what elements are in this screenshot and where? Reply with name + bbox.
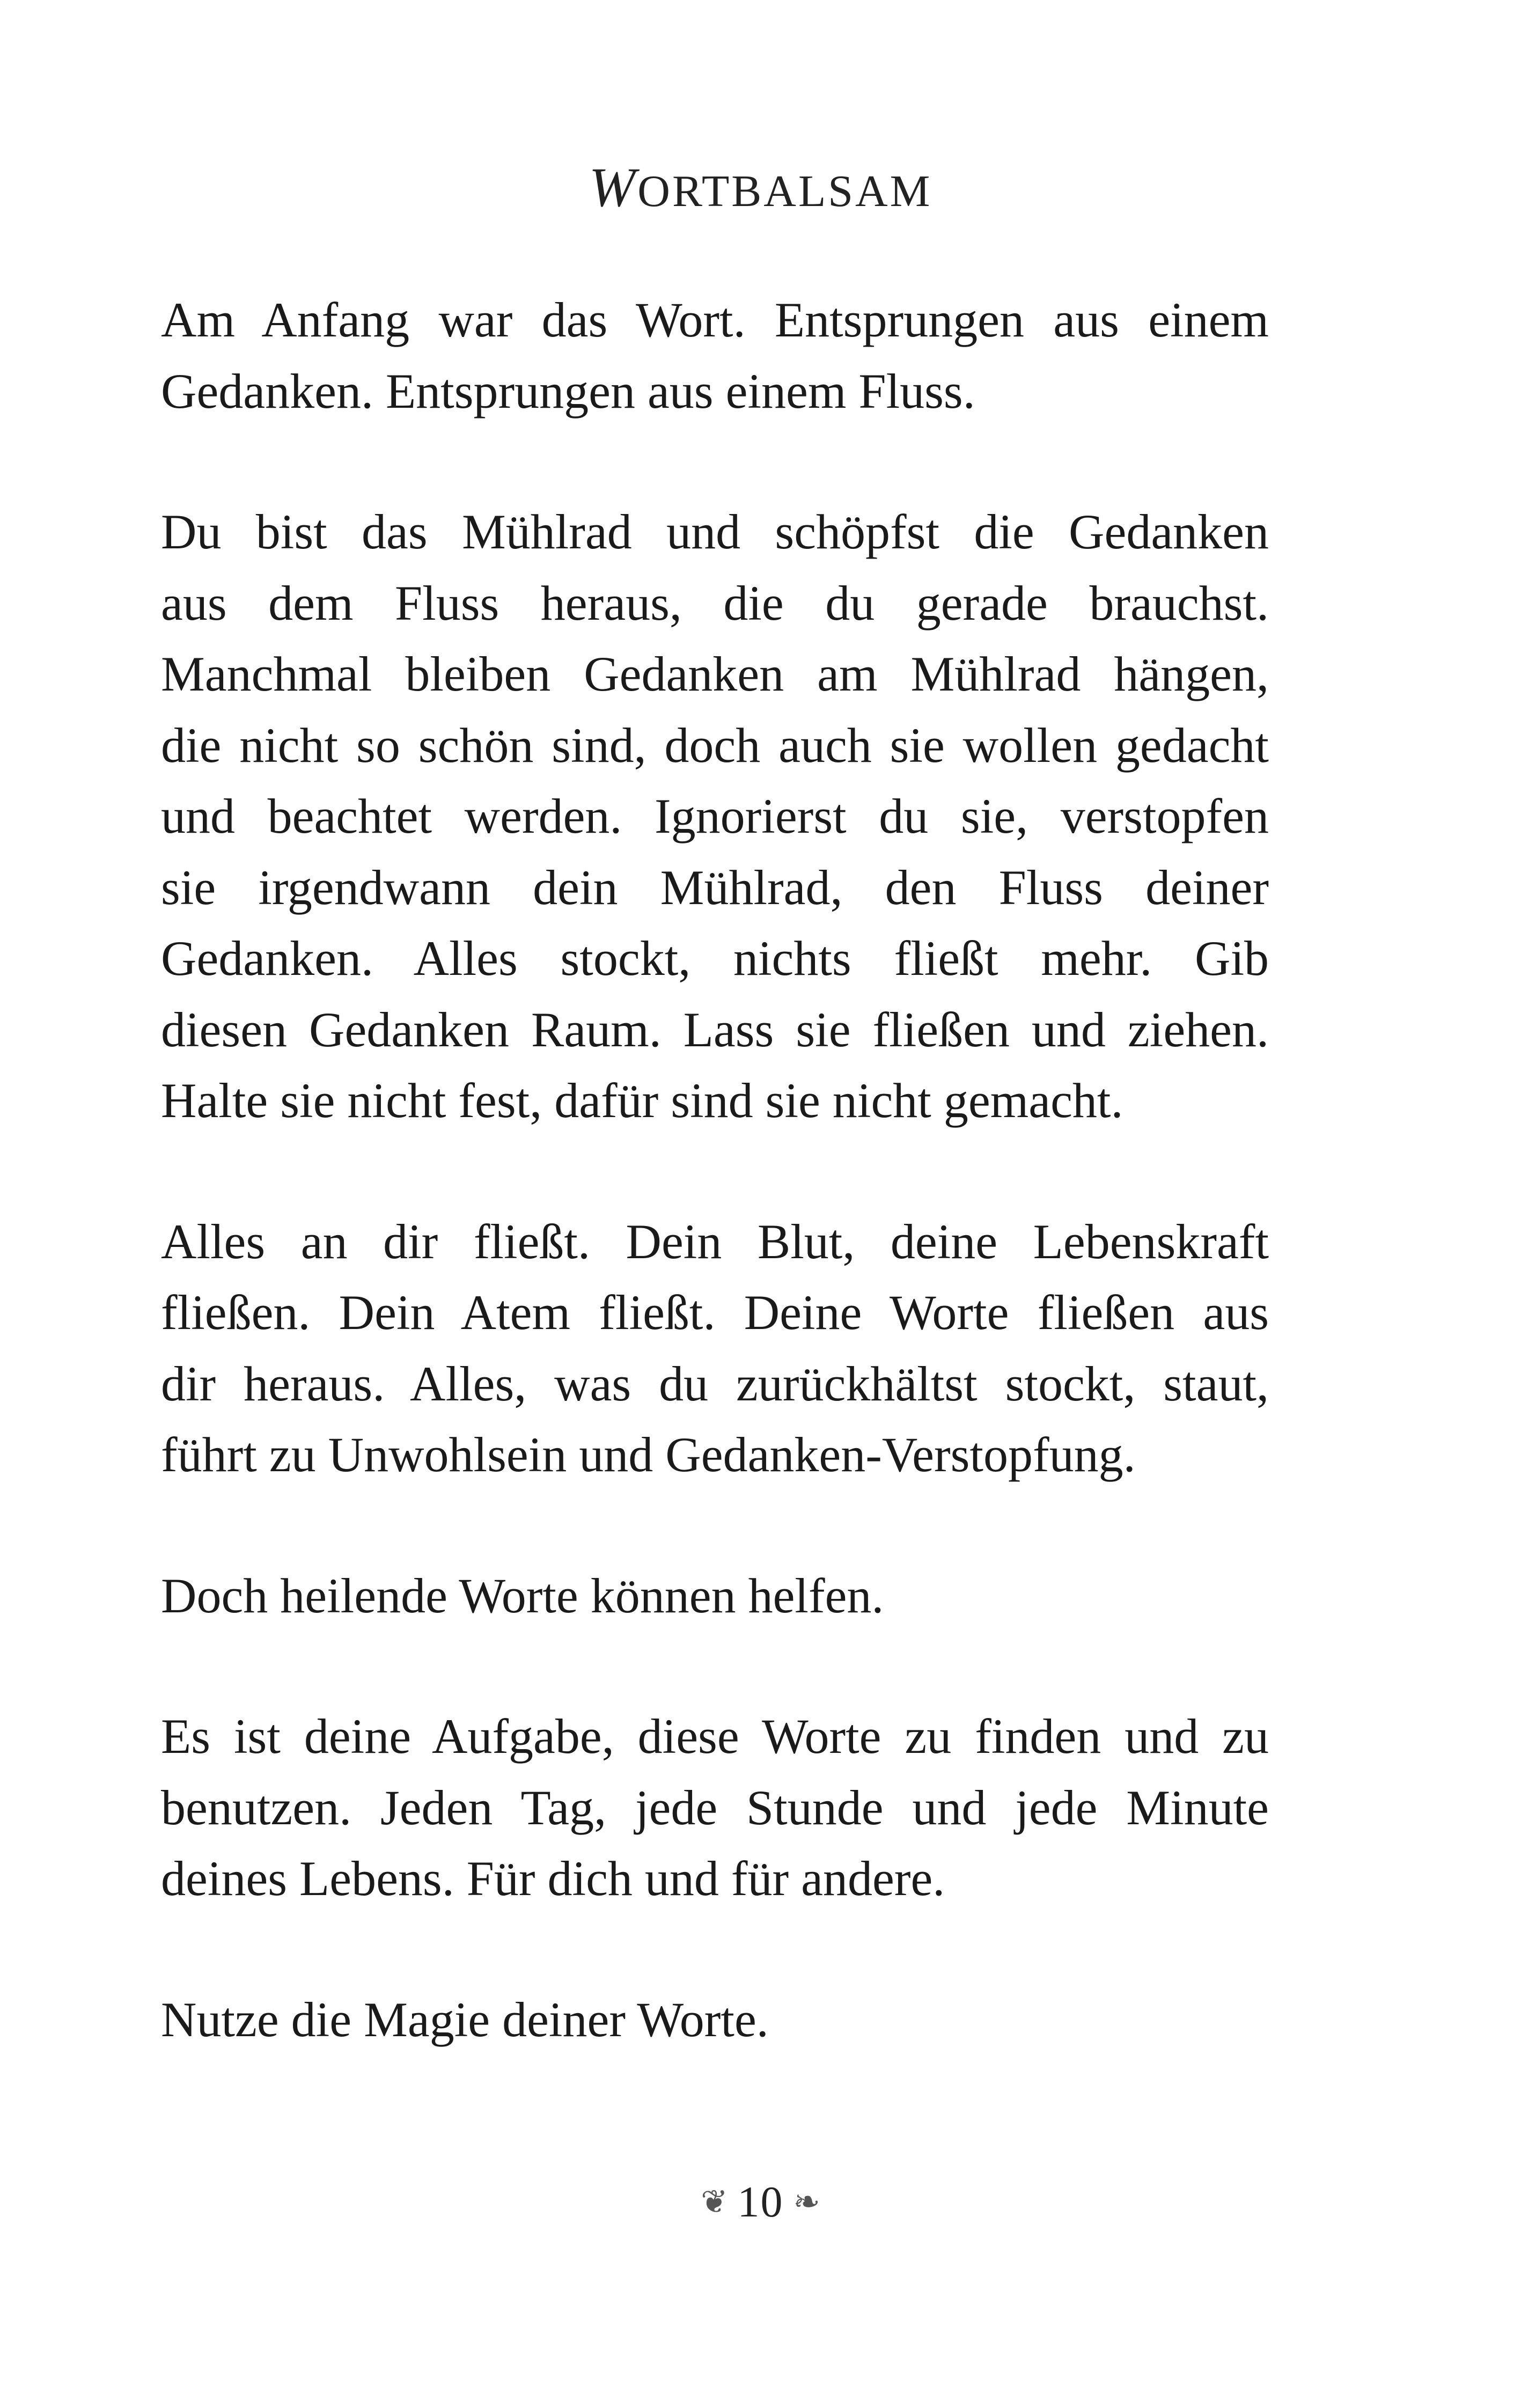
page-number: 10	[737, 2177, 784, 2227]
running-head-text: ORTBALSAM	[637, 166, 932, 216]
running-head	[0, 157, 1521, 218]
text-line: und beachtet werden. Ignorierst du sie, verstopfen	[161, 789, 1269, 843]
text-line: Du bist das Mühlrad und schöpfst die Gedanken	[161, 504, 1269, 559]
text-line: diesen Gedanken Raum. Lass sie fließen und ziehen.	[161, 1002, 1269, 1057]
right-ornament-icon: ❧	[793, 2184, 820, 2220]
paragraph	[161, 1984, 1269, 2055]
text-line: Gedanken. Entsprungen aus einem Fluss.	[161, 363, 975, 419]
text-line: Doch heilende Worte können helfen.	[161, 1568, 884, 1623]
text-line: Manchmal bleiben Gedanken am Mühlrad hängen,	[161, 647, 1269, 701]
text-line: benutzen. Jeden Tag, jede Stunde und jede Minute	[161, 1780, 1269, 1835]
text-line: führt zu Unwohlsein und Gedanken-Verstopfung.	[161, 1427, 1136, 1482]
text-line: deines Lebens. Für dich und für andere.	[161, 1851, 945, 1906]
text-line: aus dem Fluss heraus, die du gerade brauchst.	[161, 575, 1269, 630]
running-head-initial: W	[589, 157, 638, 218]
paragraph	[161, 1206, 1269, 1491]
paragraph	[161, 284, 1269, 427]
paragraph	[161, 496, 1269, 1136]
text-line: Am Anfang war das Wort. Entsprungen aus einem	[161, 292, 1269, 347]
text-line: Halte sie nicht fest, dafür sind sie nicht gemacht.	[161, 1073, 1123, 1128]
text-line: fließen. Dein Atem fließt. Deine Worte fließen aus	[161, 1285, 1269, 1340]
text-line: Es ist deine Aufgabe, diese Worte zu finden und zu	[161, 1709, 1269, 1764]
page-footer	[0, 2176, 1521, 2227]
body-text	[161, 284, 1269, 2125]
left-ornament-icon: ❦	[701, 2184, 728, 2220]
paragraph	[161, 1701, 1269, 1914]
text-line: Alles an dir fließt. Dein Blut, deine Lebenskraft	[161, 1214, 1269, 1269]
paragraph	[161, 1560, 1269, 1632]
text-line: die nicht so schön sind, doch auch sie wollen gedacht	[161, 717, 1269, 773]
text-line: sie irgendwann dein Mühlrad, den Fluss deiner	[161, 860, 1269, 915]
text-line: Gedanken. Alles stockt, nichts fließt mehr. Gib	[161, 931, 1269, 986]
text-line: dir heraus. Alles, was du zurückhältst stockt, staut,	[161, 1356, 1269, 1411]
text-line: Nutze die Magie deiner Worte.	[161, 1992, 769, 2047]
